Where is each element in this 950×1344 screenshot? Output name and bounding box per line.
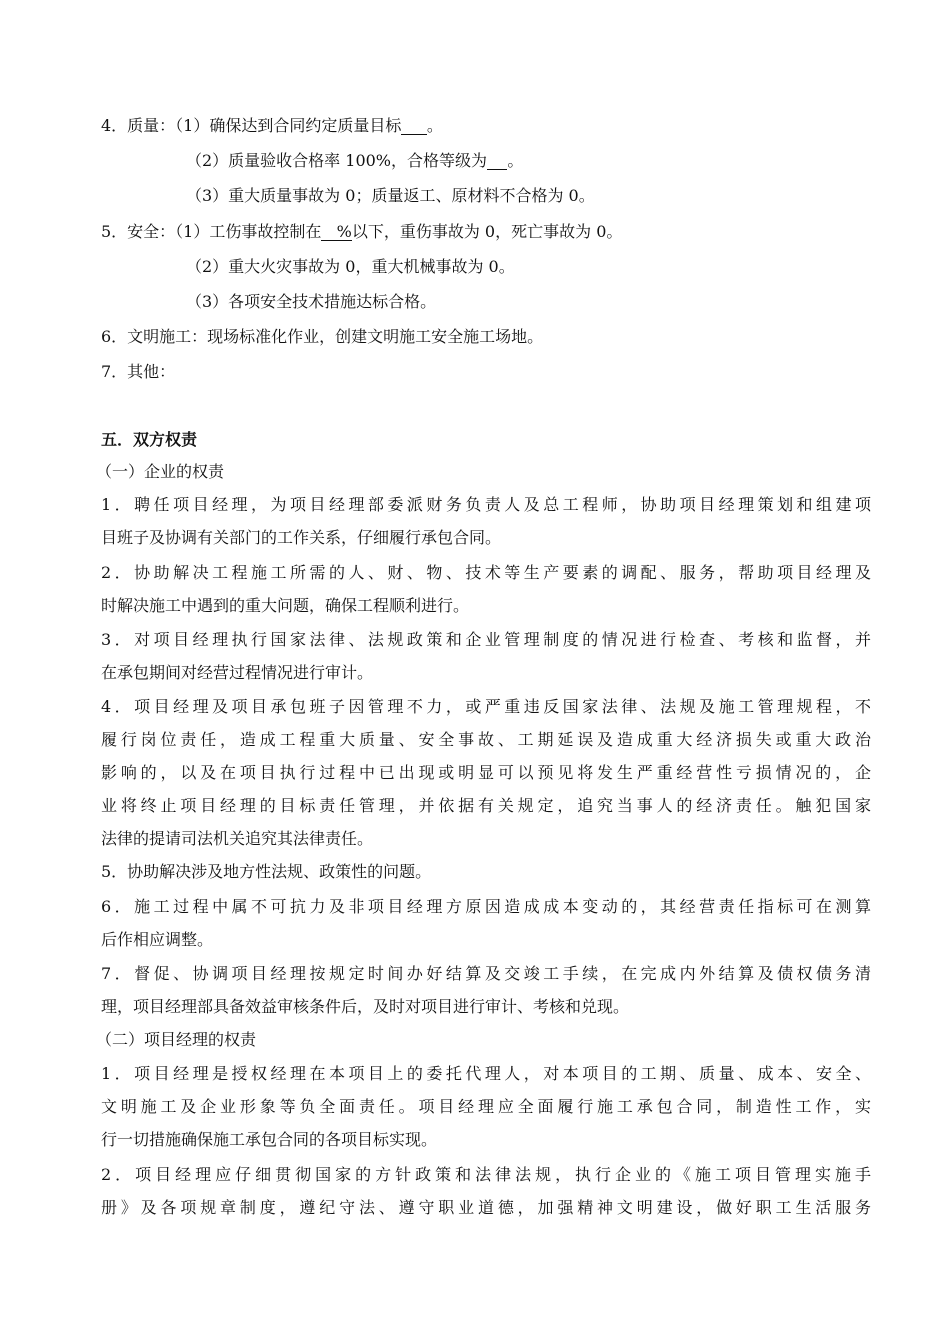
enterprise-item-2-line-2: 时解决施工中遇到的重大问题，确保工程顺利进行。 <box>101 596 470 615</box>
quality-accident-line: （3）重大质量事故为 0；质量返工、原材料不合格为 0。 <box>186 186 595 205</box>
enterprise-item-1-line-2: 目班子及协调有关部门的工作关系，仔细履行承包合同。 <box>101 528 502 547</box>
enterprise-item-4-line-3: 影响的，以及在项目执行过程中已出现或明显可以预见将发生严重经营性亏损情况的，企 <box>101 763 871 782</box>
safety-injury-end: 以下，重伤事故为 0，死亡事故为 0。 <box>351 222 623 241</box>
enterprise-item-5: 5．协助解决涉及地方性法规、政策性的问题。 <box>101 862 432 881</box>
safety-rate-blank: % <box>321 222 352 241</box>
other-line: 7．其他： <box>101 362 176 381</box>
enterprise-item-4-line-5: 法律的提请司法机关追究其法律责任。 <box>101 829 374 848</box>
safety-injury-text: 5．安全：（1）工伤事故控制在 <box>101 222 322 241</box>
manager-item-2-line-1: 2．项目经理应仔细贯彻国家的方针政策和法律法规，执行企业的《施工项目管理实施手 <box>101 1165 871 1184</box>
enterprise-item-4-line-1: 4．项目经理及项目承包班子因管理不力，或严重违反国家法律、法规及施工管理规程，不 <box>101 697 871 716</box>
enterprise-item-7-line-2: 理，项目经理部具备效益审核条件后，及时对项目进行审计、考核和兑现。 <box>101 997 630 1016</box>
quality-acceptance-end: 。 <box>507 151 524 170</box>
quality-target-blank <box>401 118 426 135</box>
section-heading-rights: 五．双方权责 <box>101 430 198 449</box>
enterprise-item-4-line-2: 履行岗位责任，造成工程重大质量、安全事故、工期延误及造成重大经济损失或重大政治 <box>101 730 871 749</box>
quality-acceptance-line <box>186 151 950 171</box>
manager-item-2-line-2: 册》及各项规章制度，遵纪守法、遵守职业道德，加强精神文明建设，做好职工生活服务 <box>101 1198 871 1217</box>
safety-measures-line: （3）各项安全技术措施达标合格。 <box>186 292 437 311</box>
enterprise-item-3-line-2: 在承包期间对经营过程情况进行审计。 <box>101 663 374 682</box>
safety-injury-line <box>101 222 871 242</box>
enterprise-item-7-line-1: 7．督促、协调项目经理按规定时间办好结算及交竣工手续，在完成内外结算及债权债务清 <box>101 964 871 983</box>
quality-target-end: 。 <box>426 116 443 135</box>
manager-item-1-line-2: 文明施工及企业形象等负全面责任。项目经理应全面履行施工承包合同，制造性工作，实 <box>101 1097 871 1116</box>
enterprise-item-6-line-1: 6．施工过程中属不可抗力及非项目经理方原因造成成本变动的，其经营责任指标可在测算 <box>101 897 871 916</box>
manager-item-1-line-3: 行一切措施确保施工承包合同的各项目标实现。 <box>101 1130 438 1149</box>
enterprise-item-3-line-1: 3．对项目经理执行国家法律、法规政策和企业管理制度的情况进行检查、考核和监督，并 <box>101 630 871 649</box>
manager-item-1-line-1: 1．项目经理是授权经理在本项目上的委托代理人，对本项目的工期、质量、成本、安全、 <box>101 1064 871 1083</box>
quality-grade-blank <box>487 153 507 170</box>
safety-fire-line: （2）重大火灾事故为 0，重大机械事故为 0。 <box>186 257 515 276</box>
enterprise-item-4-line-4: 业将终止项目经理的目标责任管理，并依据有关规定，追究当事人的经济责任。触犯国家 <box>101 796 871 815</box>
quality-target-text: 4．质量：（1）确保达到合同约定质量目标 <box>101 116 402 135</box>
civilized-construction-line: 6．文明施工：现场标准化作业，创建文明施工安全施工场地。 <box>101 327 544 346</box>
enterprise-item-2-line-1: 2．协助解决工程施工所需的人、财、物、技术等生产要素的调配、服务，帮助项目经理及 <box>101 563 871 582</box>
quality-target-line <box>101 116 871 136</box>
enterprise-item-1-line-1: 1．聘任项目经理，为项目经理部委派财务负责人及总工程师，协助项目经理策划和组建项 <box>101 495 871 514</box>
enterprise-item-6-line-2: 后作相应调整。 <box>101 930 214 949</box>
subsection-enterprise-rights: （一）企业的权责 <box>96 462 225 481</box>
quality-acceptance-text: （2）质量验收合格率 100%，合格等级为 <box>186 151 488 170</box>
subsection-manager-rights: （二）项目经理的权责 <box>96 1030 257 1049</box>
